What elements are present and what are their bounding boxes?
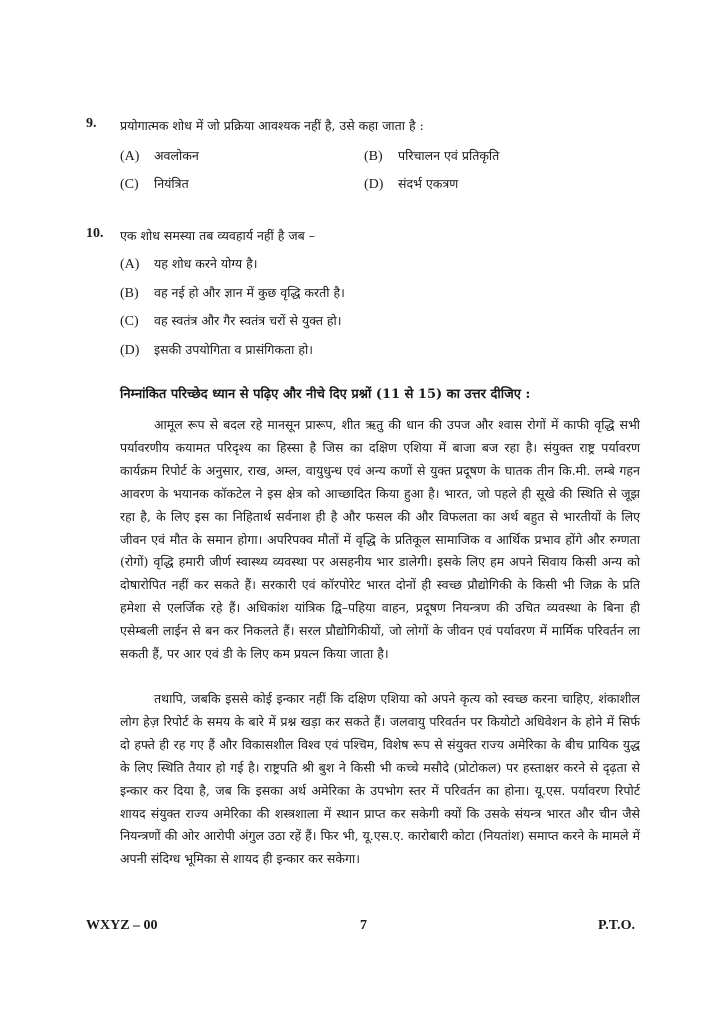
q9-option-a-label: (A)	[120, 149, 140, 164]
q10-option-d-label: (D)	[120, 343, 140, 358]
q9-option-b-text: परिचालन एवं प्रतिकृति	[398, 148, 500, 163]
q10-option-b[interactable]	[120, 284, 345, 302]
q9-option-a[interactable]	[120, 147, 199, 165]
question-10-text: एक शोध समस्या तब व्यवहार्य नहीं है जब –	[120, 228, 315, 243]
footer-pto: P.T.O.	[598, 918, 635, 933]
passage-paragraph-1: आमूल रूप से बदल रहे मानसून प्रारूप, शीत ऋतु की धान की उपज और श्वास रोगों में काफी वृद्धि सभी पर्यावरणीय कयामत परिदृश्य का हिस्सा है जिस का दक्षिण एशिया में बाजा बज रहा है। संयुक्त राष्ट्र पर्यावरण कार्यक्रम रिपोर्ट के अनुसार, राख, अम्ल, वायुधुन्ध एवं अन्य कणों से युक्त प्रदूषण के घातक तीन कि.मी. लम्बे गहन आवरण के भयानक कॉकटेल ने इस क्षेत्र को आच्छादित किया हुआ है। भारत, जो पहले ही सूखे की स्थिति से जूझ रहा है, के लिए इस का निहितार्थ सर्वनाश ही है और फसल की और विफलता का अर्थ बहुत से भारतीयों के लिए जीवन एवं मौत के समान होगा। अपरिपक्व मौतों में वृद्धि के प्रतिकूल सामाजिक व आर्थिक प्रभाव होंगे और रुग्णता (रोगों) वृद्धि हमारी जीर्ण स्वास्थ्य व्यवस्था पर असहनीय भार डालेगी। इसके लिए हम अपने सिवाय किसी अन्य को दोषारोपित नहीं कर सकते हैं। सरकारी एवं कॉरपोरेट भारत दोनों ही स्वच्छ प्रौद्योगिकी के किसी भी जिक्र के प्रति हमेशा से एलर्जिक रहे हैं। अधिकांश यांत्रिक द्वि–पहिया वाहन, प्रदूषण नियन्त्रण की उचित व्यवस्था के बिना ही एसेम्बली लाईन से बन कर निकलते हैं। सरल प्रौद्योगिकीयों, जो लोगों के जीवन एवं पर्यावरण में मार्मिक परिवर्तन ला सकती हैं, पर आर एवं डी के लिए कम प्रयत्न किया जाता है।	[120, 417, 640, 662]
question-10-number: 10.	[86, 226, 104, 241]
q10-option-a[interactable]	[120, 255, 257, 273]
question-9-number: 9.	[86, 116, 97, 131]
q10-option-a-text: यह शोध करने योग्य है।	[154, 256, 258, 271]
question-9-text: प्रयोगात्मक शोध में जो प्रक्रिया आवश्यक नहीं है, उसे कहा जाता है :	[120, 118, 424, 133]
passage-heading: निम्नांकित परिच्छेद ध्यान से पढ़िए और नीचे दिए प्रश्नों (11 से 15) का उत्तर दीजिए :	[120, 387, 531, 402]
q10-option-c-label: (C)	[120, 314, 139, 329]
q10-option-d-text: इसकी उपयोगिता व प्रासंगिकता हो।	[154, 342, 313, 357]
q9-option-c-text: नियंत्रित	[154, 176, 189, 191]
q10-option-d[interactable]	[120, 341, 313, 359]
q10-option-b-label: (B)	[120, 286, 139, 301]
q9-option-d[interactable]	[364, 175, 458, 193]
footer-code: WXYZ – 00	[86, 918, 158, 933]
q9-option-d-text: संदर्भ एकत्रण	[398, 176, 459, 191]
q9-option-a-text: अवलोकन	[154, 148, 199, 163]
q10-option-c[interactable]	[120, 312, 342, 330]
q9-option-d-label: (D)	[364, 177, 384, 192]
q9-option-b-label: (B)	[364, 149, 383, 164]
q9-option-b[interactable]	[364, 147, 499, 165]
footer-page-number: 7	[360, 918, 367, 933]
q10-option-b-text: वह नई हो और ज्ञान में कुछ वृद्धि करती है।	[154, 285, 345, 300]
q10-option-a-label: (A)	[120, 257, 140, 272]
passage-paragraph-2: तथापि, जबकि इससे कोई इन्कार नहीं कि दक्षिण एशिया को अपने कृत्य को स्वच्छ करना चाहिए, शंकाशील लोग हेज़ रिपोर्ट के समय के बारे में प्रश्न खड़ा कर सकते हैं। जलवायु परिवर्तन पर कियोटो अधिवेशन के होने में सिर्फ दो हफ्ते ही रह गए हैं और विकासशील विश्व एवं पश्चिम, विशेष रूप से संयुक्त राज्य अमेरिका के बीच प्रायिक युद्ध के लिए स्थिति तैयार हो गई है। राष्ट्रपति श्री बुश ने किसी भी कच्चे मसौदे (प्रोटोकल) पर हस्ताक्षर करने से दृढ़ता से इन्कार कर दिया है, जब कि इसका अर्थ अमेरिका के उपभोग स्तर में परिवर्तन का होना। यू.एस. पर्यावरण रिपोर्ट शायद संयुक्त राज्य अमेरिका की शस्त्रशाला में स्थान प्राप्त कर सकेगी क्यों कि उसके संयन्त्र भारत और चीन जैसे नियन्त्रणों की ओर आरोपी अंगुल उठा रहें हैं। फिर भी, यू.एस.ए. कारोबारी कोटा (नियतांश) समाप्त करने के मामले में अपनी संदिग्ध भूमिका से शायद ही इन्कार कर सकेगा।	[120, 691, 640, 867]
q9-option-c[interactable]	[120, 175, 189, 193]
q10-option-c-text: वह स्वतंत्र और गैर स्वतंत्र चरों से युक्त हो।	[154, 313, 342, 328]
q9-option-c-label: (C)	[120, 177, 139, 192]
